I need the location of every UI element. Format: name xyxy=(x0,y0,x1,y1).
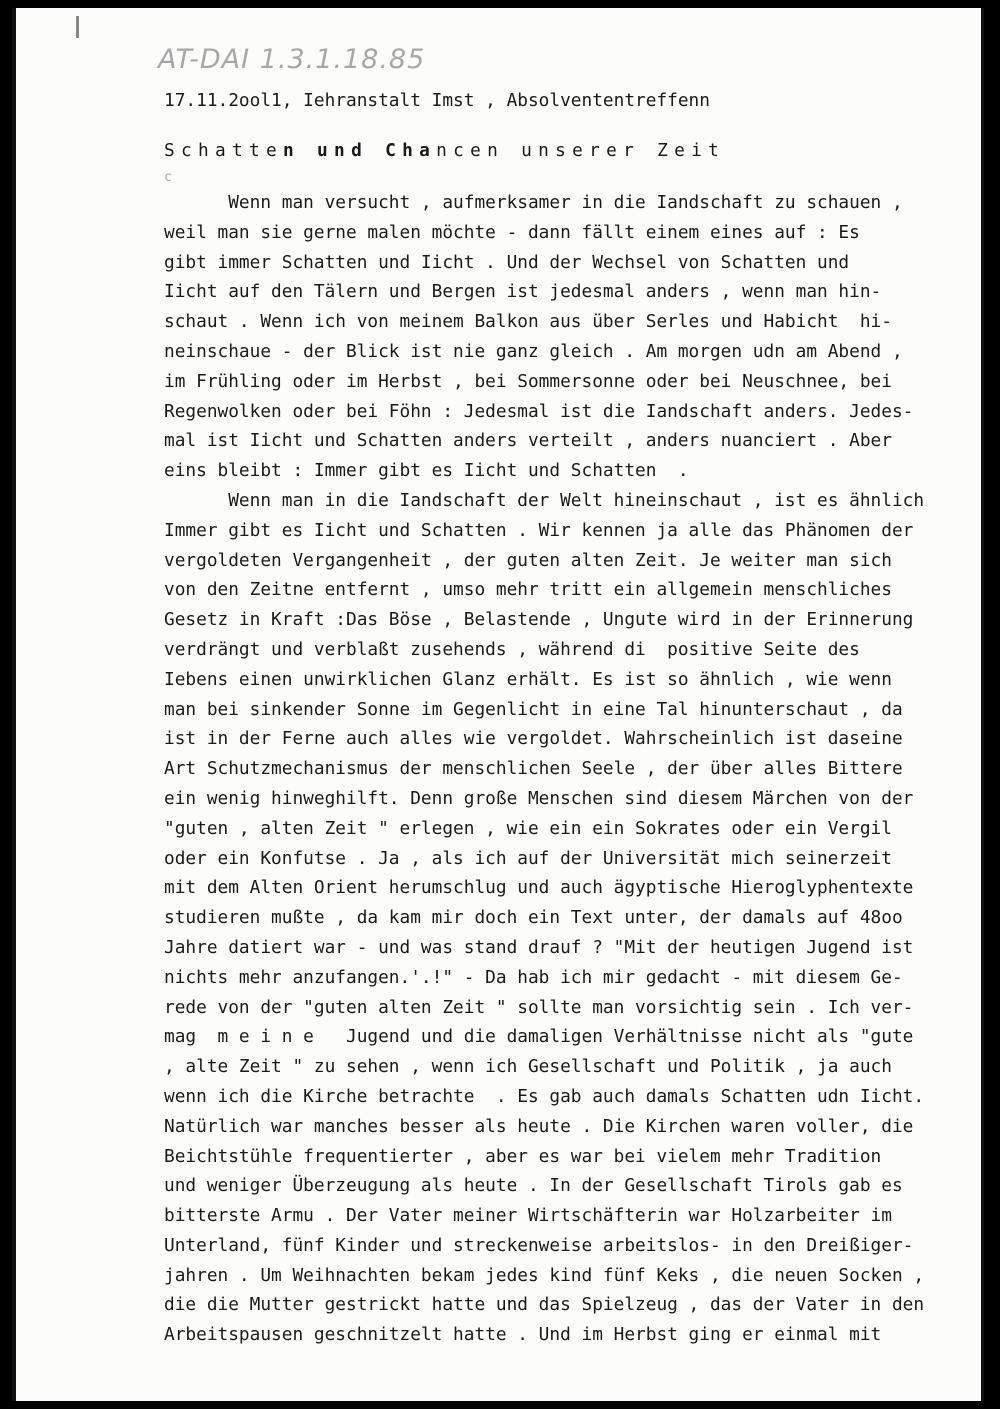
body-line: Beichtstühle frequentierter , aber es war bei vielem mehr Tradition xyxy=(164,1145,882,1167)
body-line: "guten , alten Zeit " erlegen , wie ein ein Sokrates oder ein Vergil xyxy=(164,817,892,839)
body-line: Iebens einen unwirklichen Glanz erhält. Es ist so ähnlich , wie wenn xyxy=(164,668,892,690)
body-line: nichts mehr anzufangen.'.!" - Da hab ich mir gedacht - mit diesem Ge- xyxy=(164,966,903,988)
body-line: vergoldeten Vergangenheit , der guten alten Zeit. Je weiter man sich xyxy=(164,549,892,571)
body-line: die die Mutter gestrickt hatte und das Spielzeug , das der Vater in den xyxy=(164,1294,925,1316)
title-part-2: n und Cha xyxy=(283,140,437,161)
body-line: , alte Zeit " zu sehen , wenn ich Gesellschaft und Politik , ja auch xyxy=(164,1056,892,1078)
body-line: ist in der Ferne auch alles wie vergoldet. Wahrscheinlich ist daseine xyxy=(164,728,903,750)
body-line: Wenn man versucht , aufmerksamer in die Iandschaft zu schauen , xyxy=(164,192,903,213)
document-title xyxy=(164,140,725,161)
date-location-line: 17.11.2ool1, Iehranstalt Imst , Absolvententreffenn xyxy=(164,90,710,111)
body-line: studieren mußte , da kam mir doch ein Text unter, der damals auf 48oo xyxy=(164,907,903,929)
body-line: von den Zeitne entfernt , umso mehr tritt ein allgemein menschliches xyxy=(164,579,892,601)
body-line: Art Schutzmechanismus der menschlichen Seele , der über alles Bittere xyxy=(164,758,903,780)
body-line: jahren . Um Weihnachten bekam jedes kind fünf Keks , die neuen Socken , xyxy=(164,1264,925,1286)
scan-mark xyxy=(76,16,79,38)
body-line: neinschaue - der Blick ist nie ganz gleich . Am morgen udn am Abend , xyxy=(164,340,903,362)
body-line: rede von der "guten alten Zeit " sollte man vorsichtig sein . Ich ver- xyxy=(164,996,914,1018)
body-line: Regenwolken oder bei Föhn : Jedesmal ist die Iandschaft anders. Jedes- xyxy=(164,400,914,422)
body-line: Immer gibt es Iicht und Schatten . Wir kennen ja alle das Phänomen der xyxy=(164,519,914,541)
body-line: mit dem Alten Orient herumschlug und auch ägyptische Hieroglyphentexte xyxy=(164,877,914,899)
body-text xyxy=(164,188,924,1350)
body-line: Iicht auf den Tälern und Bergen ist jedesmal anders , wenn man hin- xyxy=(164,281,882,303)
title-part-3: ncen unserer Zeit xyxy=(436,140,726,161)
archive-signature: AT-DAI 1.3.1.18.85 xyxy=(158,44,426,75)
body-line: man bei sinkender Sonne im Gegenlicht in eine Tal hinunterschaut , da xyxy=(164,698,903,720)
body-line: mal ist Iicht und Schatten anders verteilt , anders nuanciert . Aber xyxy=(164,430,892,452)
body-line: Natürlich war manches besser als heute . Die Kirchen waren voller, die xyxy=(164,1115,914,1137)
document-page xyxy=(12,8,984,1401)
body-line: Gesetz in Kraft :Das Böse , Belastende , Ungute wird in der Erinnerung xyxy=(164,609,914,631)
stray-character: c xyxy=(164,170,172,185)
body-line: oder ein Konfutse . Ja , als ich auf der Universität mich seinerzeit xyxy=(164,847,892,869)
body-line: verdrängt und verblaßt zusehends , während di positive Seite des xyxy=(164,638,860,660)
body-line: Unterland, fünf Kinder und streckenweise arbeitslos- in den Dreißiger- xyxy=(164,1234,914,1256)
body-line: wenn ich die Kirche betrachte . Es gab auch damals Schatten udn Iicht. xyxy=(164,1085,925,1107)
title-part-1: Schatte xyxy=(164,140,284,161)
body-line: bitterste Armu . Der Vater meiner Wirtschäfterin war Holzarbeiter im xyxy=(164,1205,892,1227)
body-line: eins bleibt : Immer gibt es Iicht und Schatten . xyxy=(164,460,689,482)
body-line: Arbeitspausen geschnitzelt hatte . Und im Herbst ging er einmal mit xyxy=(164,1324,882,1346)
body-line: schaut . Wenn ich von meinem Balkon aus über Serles und Habicht hi- xyxy=(164,311,892,333)
body-line: mag m e i n e Jugend und die damaligen Verhältnisse nicht als "gute xyxy=(164,1026,914,1048)
body-line: ein wenig hinweghilft. Denn große Menschen sind diesem Märchen von der xyxy=(164,787,914,809)
body-line: weil man sie gerne malen möchte - dann fällt einem eines auf : Es xyxy=(164,221,860,243)
body-line: im Frühling oder im Herbst , bei Sommersonne oder bei Neuschnee, bei xyxy=(164,370,892,392)
body-line: Wenn man in die Iandschaft der Welt hineinschaut , ist es ähnlich xyxy=(164,489,925,511)
body-line: und weniger Überzeugung als heute . In der Gesellschaft Tirols gab es xyxy=(164,1175,903,1197)
body-line: gibt immer Schatten und Iicht . Und der Wechsel von Schatten und xyxy=(164,251,850,273)
body-line: Jahre datiert war - und was stand drauf ? "Mit der heutigen Jugend ist xyxy=(164,936,914,958)
